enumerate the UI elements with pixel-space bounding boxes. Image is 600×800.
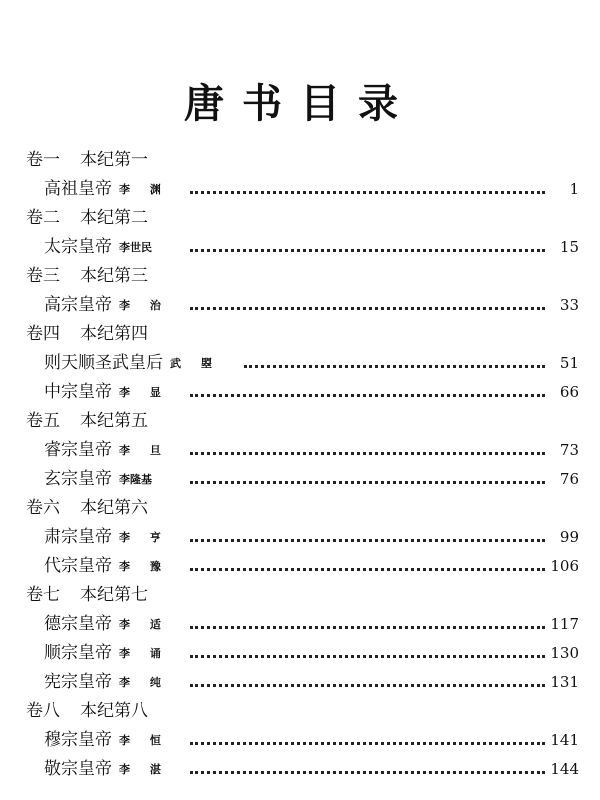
volume-number: 卷五 bbox=[26, 411, 60, 431]
toc-entry[interactable] bbox=[0, 233, 600, 262]
volume-heading bbox=[0, 146, 600, 175]
entry-title: 宪宗皇帝 bbox=[44, 672, 112, 692]
volume-number: 卷二 bbox=[26, 208, 60, 228]
volume-heading bbox=[0, 204, 600, 233]
toc-entry[interactable] bbox=[0, 610, 600, 639]
entry-title: 高祖皇帝 bbox=[44, 179, 112, 199]
entry-page-number: 66 bbox=[559, 383, 579, 401]
entry-page-number: 15 bbox=[559, 238, 579, 256]
volume-number: 卷三 bbox=[26, 266, 60, 286]
dot-leader bbox=[190, 771, 545, 774]
page-title: 唐书目录 bbox=[184, 81, 416, 127]
entry-name bbox=[44, 436, 169, 465]
entry-page-number: 141 bbox=[550, 731, 579, 749]
toc-entry[interactable] bbox=[0, 552, 600, 581]
entry-page-number: 131 bbox=[550, 673, 579, 691]
entry-personal-name: 李 治 bbox=[119, 299, 169, 312]
entry-title: 太宗皇帝 bbox=[44, 237, 112, 257]
entry-page-number: 33 bbox=[559, 296, 579, 314]
entry-personal-name: 李隆基 bbox=[119, 473, 152, 486]
volume-name: 本纪第六 bbox=[80, 498, 148, 518]
entry-page-number: 130 bbox=[550, 644, 579, 662]
volume-name: 本纪第五 bbox=[80, 411, 148, 431]
entry-personal-name: 李 豫 bbox=[119, 560, 169, 573]
toc-entry[interactable] bbox=[0, 523, 600, 552]
dot-leader bbox=[190, 684, 545, 687]
entry-page-number: 99 bbox=[559, 528, 579, 546]
entry-name bbox=[44, 726, 169, 755]
entry-name bbox=[44, 523, 169, 552]
entry-name bbox=[44, 175, 169, 204]
entry-page-number: 76 bbox=[559, 470, 579, 488]
dot-leader bbox=[190, 394, 545, 397]
entry-personal-name: 李 显 bbox=[119, 386, 169, 399]
toc-entry[interactable] bbox=[0, 639, 600, 668]
toc-entry[interactable] bbox=[0, 465, 600, 494]
entry-name bbox=[44, 552, 169, 581]
entry-title: 代宗皇帝 bbox=[44, 556, 112, 576]
toc-entry[interactable] bbox=[0, 349, 600, 378]
entry-title: 肃宗皇帝 bbox=[44, 527, 112, 547]
toc-entry[interactable] bbox=[0, 755, 600, 784]
dot-leader bbox=[190, 742, 545, 745]
toc-entry[interactable] bbox=[0, 726, 600, 755]
entry-title: 高宗皇帝 bbox=[44, 295, 112, 315]
dot-leader bbox=[190, 481, 545, 484]
toc-entry[interactable] bbox=[0, 291, 600, 320]
entry-page-number: 73 bbox=[559, 441, 579, 459]
entry-name bbox=[44, 233, 152, 262]
dot-leader bbox=[190, 191, 545, 194]
table-of-contents bbox=[0, 146, 600, 784]
dot-leader bbox=[190, 539, 545, 542]
entry-personal-name: 李世民 bbox=[119, 241, 152, 254]
volume-number: 卷七 bbox=[26, 585, 60, 605]
entry-personal-name: 李 渊 bbox=[119, 183, 169, 196]
entry-title: 则天顺圣武皇后 bbox=[44, 353, 163, 373]
entry-personal-name: 李 旦 bbox=[119, 444, 169, 457]
dot-leader bbox=[190, 452, 545, 455]
volume-name: 本纪第一 bbox=[80, 150, 148, 170]
entry-page-number: 144 bbox=[550, 760, 579, 778]
toc-entry[interactable] bbox=[0, 436, 600, 465]
toc-entry[interactable] bbox=[0, 378, 600, 407]
entry-personal-name: 李 适 bbox=[119, 618, 169, 631]
entry-name bbox=[44, 349, 220, 378]
entry-title: 顺宗皇帝 bbox=[44, 643, 112, 663]
entry-personal-name: 李 湛 bbox=[119, 763, 169, 776]
volume-number: 卷八 bbox=[26, 701, 60, 721]
entry-name bbox=[44, 610, 169, 639]
volume-heading bbox=[0, 320, 600, 349]
toc-entry[interactable] bbox=[0, 668, 600, 697]
volume-heading bbox=[0, 581, 600, 610]
volume-heading bbox=[0, 697, 600, 726]
volume-name: 本纪第三 bbox=[80, 266, 148, 286]
entry-name bbox=[44, 639, 169, 668]
entry-name bbox=[44, 291, 169, 320]
volume-heading bbox=[0, 494, 600, 523]
volume-name: 本纪第八 bbox=[80, 701, 148, 721]
volume-name: 本纪第四 bbox=[80, 324, 148, 344]
entry-page-number: 106 bbox=[550, 557, 579, 575]
volume-heading bbox=[0, 262, 600, 291]
volume-name: 本纪第二 bbox=[80, 208, 148, 228]
entry-page-number: 117 bbox=[550, 615, 579, 633]
dot-leader bbox=[190, 307, 545, 310]
entry-title: 德宗皇帝 bbox=[44, 614, 112, 634]
entry-personal-name: 武 曌 bbox=[170, 357, 220, 370]
entry-personal-name: 李 亨 bbox=[119, 531, 169, 544]
entry-page-number: 51 bbox=[559, 354, 579, 372]
entry-title: 中宗皇帝 bbox=[44, 382, 112, 402]
dot-leader bbox=[190, 626, 545, 629]
entry-title: 穆宗皇帝 bbox=[44, 730, 112, 750]
entry-name bbox=[44, 668, 169, 697]
volume-number: 卷六 bbox=[26, 498, 60, 518]
dot-leader bbox=[190, 249, 545, 252]
entry-name bbox=[44, 378, 169, 407]
dot-leader bbox=[244, 365, 545, 368]
entry-personal-name: 李 诵 bbox=[119, 647, 169, 660]
entry-name bbox=[44, 465, 152, 494]
volume-name: 本纪第七 bbox=[80, 585, 148, 605]
toc-entry[interactable] bbox=[0, 175, 600, 204]
volume-number: 卷一 bbox=[26, 150, 60, 170]
volume-heading bbox=[0, 407, 600, 436]
dot-leader bbox=[190, 568, 545, 571]
dot-leader bbox=[190, 655, 545, 658]
entry-page-number: 1 bbox=[569, 180, 579, 198]
entry-title: 睿宗皇帝 bbox=[44, 440, 112, 460]
entry-name bbox=[44, 755, 169, 784]
entry-title: 玄宗皇帝 bbox=[44, 469, 112, 489]
entry-title: 敬宗皇帝 bbox=[44, 759, 112, 779]
entry-personal-name: 李 恒 bbox=[119, 734, 169, 747]
entry-personal-name: 李 纯 bbox=[119, 676, 169, 689]
volume-number: 卷四 bbox=[26, 324, 60, 344]
